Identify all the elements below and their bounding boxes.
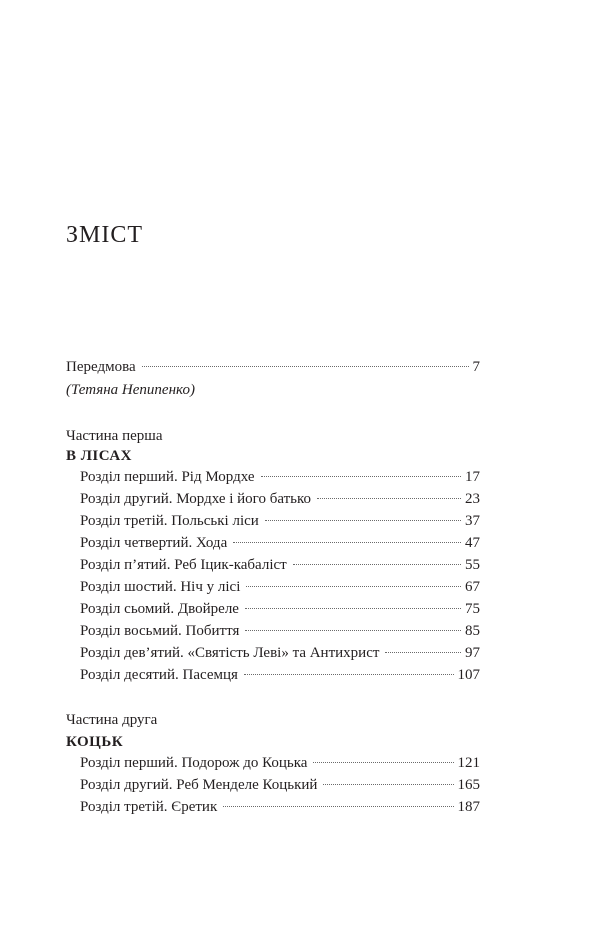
entry-page: 107 [457,667,480,683]
dot-leader [246,586,461,587]
dot-leader [293,564,461,565]
entry-page: 7 [472,359,480,375]
entry-label: Розділ дев’ятий. «Святість Леві» та Антихрист [80,645,380,661]
dot-leader [233,542,461,543]
part-title: КОЦЬК [66,734,124,750]
entry-label: Розділ восьмий. Побиття [80,623,240,639]
toc-entry [80,643,480,663]
entry-page: 23 [465,491,480,507]
toc-entry [80,489,480,509]
part-title: В ЛІСАХ [66,448,133,464]
entry-page: 17 [465,469,480,485]
dot-leader [244,674,454,675]
entry-label: Розділ другий. Реб Менделе Коцький [80,777,318,793]
entry-label: Розділ шостий. Ніч у лісі [80,579,241,595]
toc-entry [80,621,480,641]
entry-page: 165 [457,777,480,793]
entry-label: Розділ перший. Подорож до Коцька [80,755,308,771]
toc-entry [80,511,480,531]
entry-label: Розділ третій. Польські ліси [80,513,259,529]
entry-page: 97 [465,645,480,661]
dot-leader [245,608,461,609]
entry-page: 187 [457,799,480,815]
dot-leader [323,784,453,785]
toc-entry [80,797,480,817]
entry-page: 67 [465,579,480,595]
toc-entry [80,533,480,553]
entry-label: Розділ сьомий. Двойреле [80,601,239,617]
preface-author: (Тетяна Непипенко) [66,382,195,398]
entry-page: 85 [465,623,480,639]
part-label: Частина друга [66,712,158,728]
dot-leader [261,476,461,477]
toc-entry-preface [66,357,480,377]
page-title: ЗМІСТ [66,222,144,248]
toc-entry [80,467,480,487]
dot-leader [142,366,469,367]
entry-label: Розділ п’ятий. Реб Іцик-кабаліст [80,557,287,573]
entry-label: Розділ другий. Мордхе і його батько [80,491,312,507]
dot-leader [313,762,453,763]
entry-page: 55 [465,557,480,573]
dot-leader [265,520,461,521]
dot-leader [317,498,461,499]
entry-label: Розділ четвертий. Хода [80,535,228,551]
entry-page: 47 [465,535,480,551]
entry-page: 121 [457,755,480,771]
toc-entry [80,665,480,685]
entry-label: Розділ перший. Рід Мордхе [80,469,255,485]
dot-leader [245,630,461,631]
toc-entry [80,555,480,575]
entry-label: Розділ третій. Єретик [80,799,218,815]
entry-label: Розділ десятий. Пасемця [80,667,238,683]
toc-entry [80,599,480,619]
entry-page: 37 [465,513,480,529]
part-label: Частина перша [66,428,163,444]
toc-entry [80,775,480,795]
toc-entry [80,753,480,773]
entry-label: Передмова [66,359,136,375]
dot-leader [223,806,453,807]
toc-entry [80,577,480,597]
dot-leader [385,652,461,653]
entry-page: 75 [465,601,480,617]
